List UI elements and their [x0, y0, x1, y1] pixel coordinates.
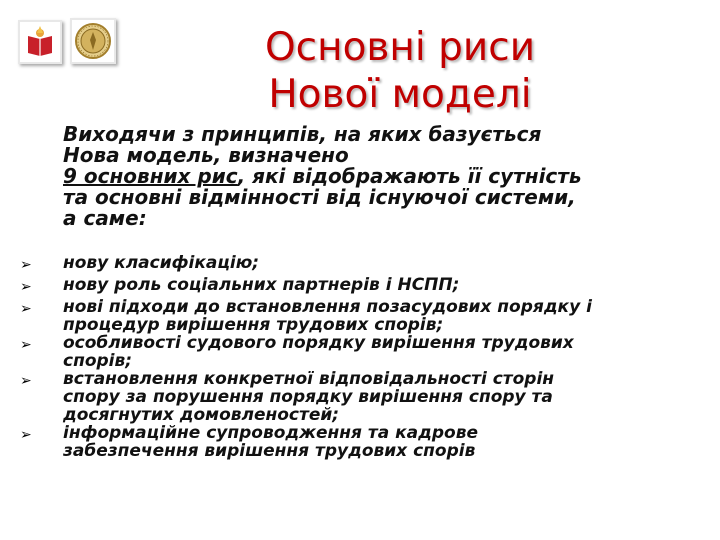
- arrowhead-icon: ➢: [20, 427, 32, 443]
- bullet-list: [20, 254, 710, 460]
- seal-emblem-icon: [72, 20, 114, 62]
- list-item-line: нову класифікацію;: [63, 253, 260, 273]
- list-item: [20, 254, 710, 276]
- list-item-line: особливості судового порядку вирішення трудових: [63, 333, 574, 353]
- intro-line-2: Нова модель, визначено: [63, 143, 349, 167]
- arrowhead-icon: ➢: [20, 257, 32, 273]
- list-item-text: [63, 334, 574, 370]
- arrowhead-icon: ➢: [20, 373, 32, 389]
- list-item-line: досягнутих домовленостей;: [63, 405, 340, 425]
- title-line-2: Нової моделі: [268, 72, 532, 117]
- list-item-text: [63, 254, 259, 272]
- slide-title: [180, 24, 620, 118]
- intro-underlined-phrase: 9 основних рис: [63, 164, 238, 188]
- arrowhead-icon: ➢: [20, 279, 32, 295]
- list-item-line: забезпечення вирішення трудових спорів: [63, 441, 476, 461]
- intro-paragraph: [63, 124, 703, 229]
- book-logo: [18, 20, 62, 64]
- list-item-line: спорів;: [63, 351, 133, 371]
- list-item-line: встановлення конкретної відповідальності сторін: [63, 369, 555, 389]
- list-item: [20, 276, 710, 298]
- intro-line-3-rest: , які відображають її сутність: [237, 164, 582, 188]
- title-line-1: Основні риси: [264, 25, 536, 70]
- list-item-text: [63, 298, 592, 334]
- list-item-text: [63, 424, 478, 460]
- list-item-line: процедур вирішення трудових спорів;: [63, 315, 444, 335]
- list-item-line: нову роль соціальних партнерів і НСПП;: [63, 275, 460, 295]
- intro-line-5: а саме:: [63, 206, 147, 230]
- list-item: [20, 334, 710, 370]
- list-item-line: нові підходи до встановлення позасудових порядку і: [63, 297, 592, 317]
- intro-line-4: та основні відмінності від існуючої системи,: [63, 185, 576, 209]
- list-item-text: [63, 370, 554, 424]
- intro-line-3: [63, 166, 703, 187]
- list-item: [20, 370, 710, 424]
- arrowhead-icon: ➢: [20, 301, 32, 317]
- seal-logo: [70, 18, 116, 64]
- list-item: [20, 298, 710, 334]
- intro-line-1: Виходячи з принципів, на яких базується: [63, 122, 542, 146]
- list-item-line: інформаційне супроводження та кадрове: [63, 423, 478, 443]
- book-emblem-icon: [20, 22, 60, 62]
- arrowhead-icon: ➢: [20, 337, 32, 353]
- list-item-text: [63, 276, 459, 294]
- list-item-line: спору за порушення порядку вирішення спору та: [63, 387, 553, 407]
- list-item: [20, 424, 710, 460]
